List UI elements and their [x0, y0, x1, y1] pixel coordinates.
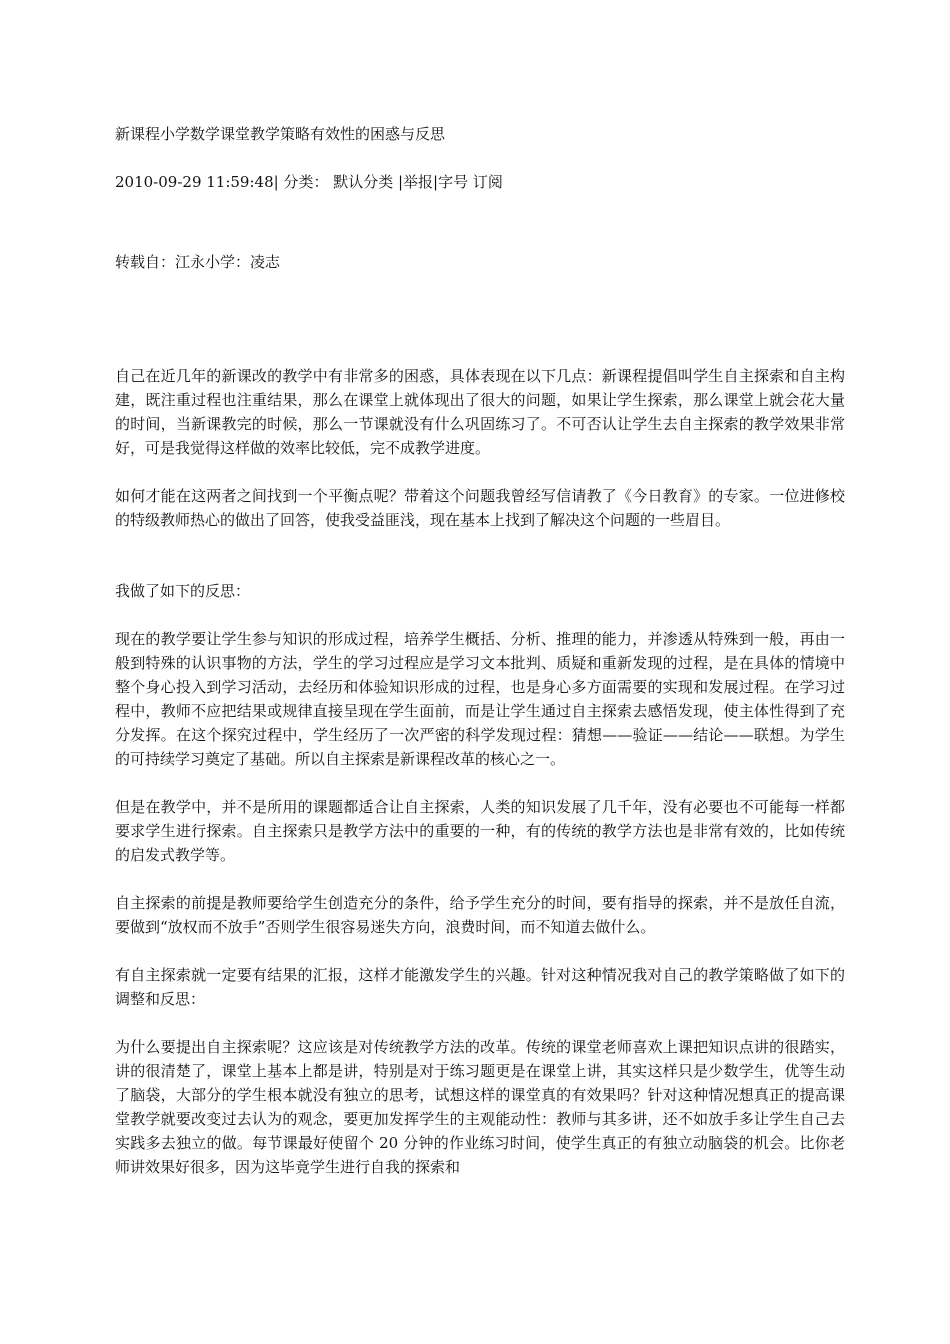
repost-source: 转载自：江永小学：凌志: [115, 253, 281, 271]
paragraph: 有自主探索就一定要有结果的汇报，这样才能激发学生的兴趣。针对这种情况我对自己的教学策略做了如下的调整和反思：: [115, 966, 845, 1008]
paragraph: 为什么要提出自主探索呢？这应该是对传统教学方法的改革。传统的课堂老师喜欢上课把知识点讲的很踏实，讲的很清楚了，课堂上基本上都是讲，特别是对于练习题更是在课堂上讲，其实这样只是少数学生，优等生动了脑袋，大部分的学生根本就没有独立的思考，试想这样的课堂真的有效果吗？针对这种情况想真正的提高课堂教学就要改变过去认为的观念，要更加发挥学生的主观能动性：教师与其多讲，还不如放手多让学生自己去实践多去独立的做。每节课最好使留个 20 分钟的作业练习时间，使学生真正的有独立动脑袋的机会。比你老师讲效果好很多，因为这毕竟学生进行自我的探索和: [115, 1038, 845, 1176]
paragraph: 自主探索的前提是教师要给学生创造充分的条件，给予学生充分的时间，要有指导的探索，并不是放任自流，要做到“放权而不放手”否则学生很容易迷失方向，浪费时间，而不知道去做什么。: [115, 894, 845, 936]
paragraph: 如何才能在这两者之间找到一个平衡点呢？带着这个问题我曾经写信请教了《今日教育》的专家。一位进修校的特级教师热心的做出了回答，使我受益匪浅，现在基本上找到了解决这个问题的一些眉目。: [115, 487, 845, 529]
article-meta: 2010-09-29 11:59:48| 分类： 默认分类 |举报|字号 订阅: [115, 173, 503, 191]
article-title: 新课程小学数学课堂教学策略有效性的困惑与反思: [115, 125, 446, 143]
paragraph: 但是在教学中，并不是所用的课题都适合让自主探索，人类的知识发展了几千年，没有必要也不可能每一样都要求学生进行探索。自主探索只是教学方法中的重要的一种，有的传统的教学方法也是非常有效的，比如传统的启发式教学等。: [115, 798, 845, 864]
paragraph: 现在的教学要让学生参与知识的形成过程，培养学生概括、分析、推理的能力，并渗透从特殊到一般，再由一般到特殊的认识事物的方法，学生的学习过程应是学习文本批判、质疑和重新发现的过程，是在具体的情境中整个身心投入到学习活动，去经历和体验知识形成的过程，也是身心多方面需要的实现和发展过程。在学习过程中，教师不应把结果或规律直接呈现在学生面前，而是让学生通过自主探索去感悟发现，使主体性得到了充分发挥。在这个探究过程中，学生经历了一次严密的科学发现过程：猜想——验证——结论——联想。为学生的可持续学习奠定了基础。所以自主探索是新课程改革的核心之一。: [115, 630, 845, 768]
paragraph: 我做了如下的反思：: [115, 582, 251, 600]
article: [115, 122, 845, 1179]
paragraph: 自己在近几年的新课改的教学中有非常多的困惑，具体表现在以下几点：新课程提倡叫学生自主探索和自主构建，既注重过程也注重结果，那么在课堂上就体现出了很大的问题，如果让学生探索，那么课堂上就会花大量的时间，当新课教完的时候，那么一节课就没有什么巩固练习了。不可否认让学生去自主探索的教学效果非常好，可是我觉得这样做的效率比较低，完不成教学进度。: [115, 367, 845, 457]
